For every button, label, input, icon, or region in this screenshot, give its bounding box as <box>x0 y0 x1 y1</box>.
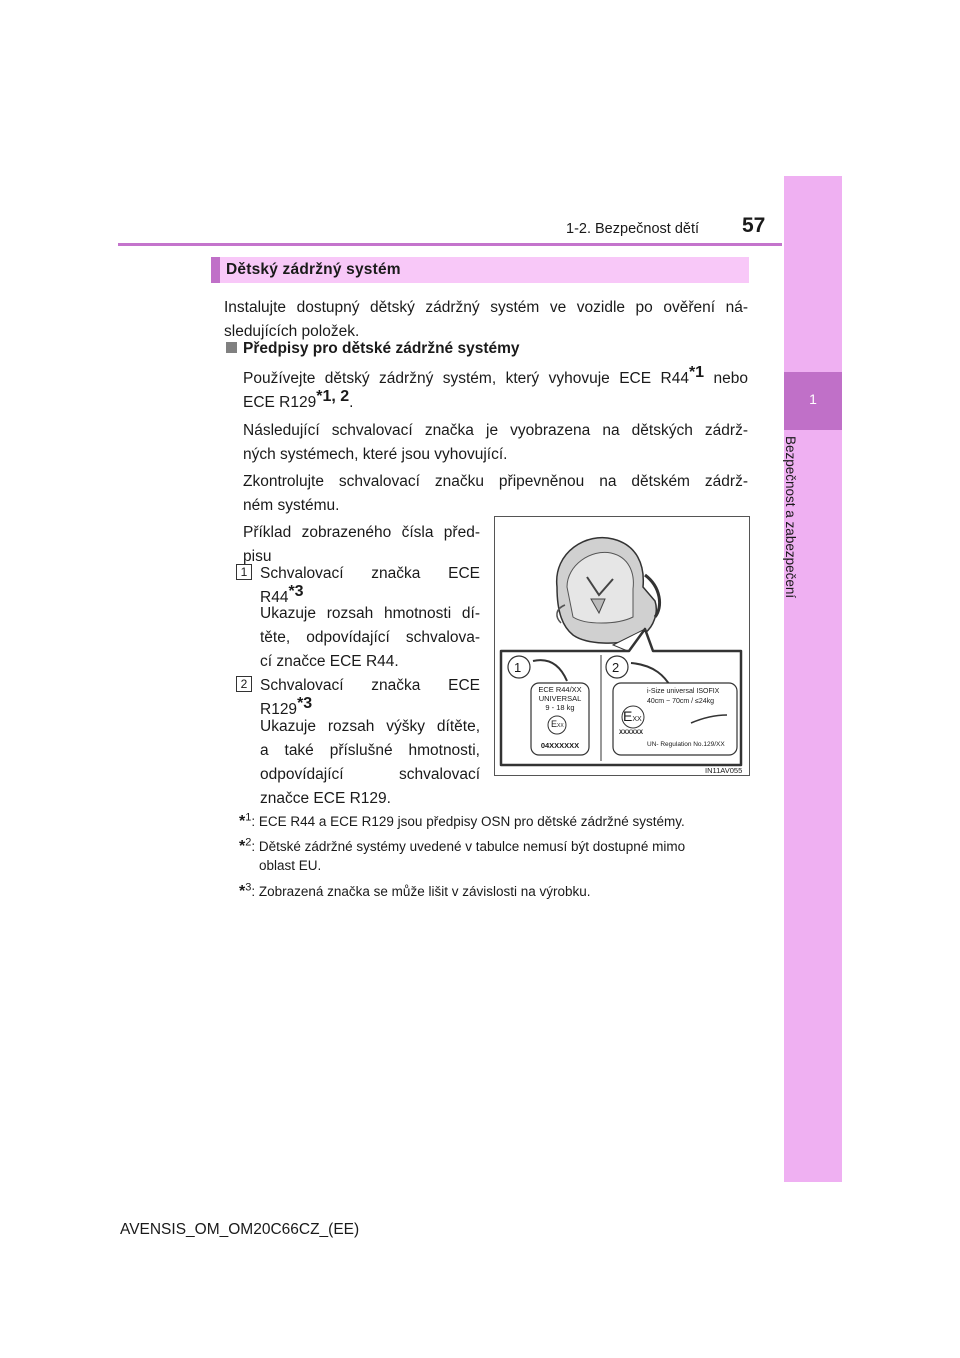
item-2-badge: 2 <box>236 676 252 692</box>
page-number: 57 <box>742 214 766 237</box>
footnote-2 <box>239 837 749 856</box>
footnote-1 <box>239 812 685 831</box>
label1-line1: ECE R44/XX <box>538 685 582 694</box>
para1-text-a: Používejte dětský zádržný systém, který vyhovuje ECE R44 <box>243 370 689 387</box>
example-line1: Příklad zobrazeného čísla před- <box>243 524 480 541</box>
item-2-desc-line3: odpovídající schvalovací <box>260 766 480 783</box>
footnote-3-star: * <box>239 883 246 900</box>
label2-line1: i-Size universal ISOFIX <box>647 688 720 695</box>
figure-code: IN11AV055 <box>705 766 743 775</box>
item-1-title-text: R44 <box>260 589 289 606</box>
para2-line1: Následující schvalovací značka je vyobrazena na dětských zádrž- <box>243 422 748 439</box>
item-2-title-line1: Schvalovací značka ECE <box>260 677 480 694</box>
item-1-badge: 1 <box>236 564 252 580</box>
para3-line2: ném systému. <box>243 497 340 514</box>
side-tab-label-text: Bezpečnost a zabezpečení <box>783 436 798 599</box>
footnote-2-line2: oblast EU. <box>259 858 322 873</box>
item-1-footnote-ref: *3 <box>288 582 304 600</box>
label1-e-sub: XX <box>557 723 564 729</box>
label2-line2: 40cm − 70cm / ≤24kg <box>647 698 715 705</box>
item-2-desc-line2: a také příslušné hmotnosti, <box>260 742 480 759</box>
item-1-desc-line3: cí značce ECE R44. <box>260 653 399 670</box>
footnote-1-num: 1 <box>245 811 252 824</box>
label2-e-sub: XX <box>632 716 642 723</box>
item-1-desc-line2: těte, odpovídající schvalova- <box>260 629 480 646</box>
label2-e-mark <box>623 708 642 724</box>
label1-code: 04XXXXXX <box>540 741 580 750</box>
footer-doc-code: AVENSIS_OM_OM20C66CZ_(EE) <box>120 1221 360 1238</box>
label2-regulation: UN- Regulation No.129/XX <box>647 741 725 748</box>
footnote-1-star: * <box>239 813 246 830</box>
item-2-title-text: R129 <box>260 701 298 718</box>
example-line2: pisu <box>243 548 272 565</box>
para3-line1: Zkontrolujte schvalovací značku připevněnou na dětském zádrž- <box>243 473 748 490</box>
footnote-1-text: : ECE R44 a ECE R129 jsou předpisy OSN pro dětské zádržné systémy. <box>251 814 685 829</box>
subheading: Předpisy pro dětské zádržné systémy <box>243 340 520 357</box>
footnote-2-num: 2 <box>245 836 252 849</box>
side-tab <box>784 176 842 1182</box>
label1-line3: 9 - 18 kg <box>545 703 575 712</box>
item-2-desc-line1: Ukazuje rozsah výšky dítěte, <box>260 718 480 735</box>
item-2-footnote-ref: *3 <box>297 694 313 712</box>
para1-text-b: nebo <box>704 370 748 387</box>
section-heading: Dětský zádržný systém <box>226 261 401 278</box>
para1-footnote-ref-1: *1 <box>688 363 705 381</box>
figure-callout-2: 2 <box>612 660 620 675</box>
item-2-desc-line4: značce ECE R129. <box>260 790 391 807</box>
label1-e-letter: E <box>551 719 558 729</box>
footnote-3-num: 3 <box>245 881 252 894</box>
footnote-3-text: : Zobrazená značka se může lišit v závislosti na výrobku. <box>251 884 591 899</box>
bullet-square-icon <box>226 342 237 353</box>
label2-e-letter: E <box>623 708 633 724</box>
item-1-desc-line1: Ukazuje rozsah hmotnosti dí- <box>260 605 480 622</box>
label1-line2: UNIVERSAL <box>538 694 582 703</box>
side-tab-number: 1 <box>809 391 817 407</box>
para1-footnote-ref-2: *1, 2 <box>316 387 350 405</box>
section-title: 1-2. Bezpečnost dětí <box>566 221 699 237</box>
label1-e-mark <box>551 719 564 729</box>
para1-line2 <box>243 387 354 415</box>
footnote-2-text-line1: : Dětské zádržné systémy uvedené v tabulce nemusí být dostupné mimo <box>251 839 686 854</box>
footnote-3 <box>239 882 591 901</box>
para2-line2: ných systémech, které jsou vyhovující. <box>243 446 508 463</box>
side-tab-label <box>783 436 818 636</box>
intro-line-1: Instalujte dostupný dětský zádržný systém ve vozidle po ověření ná- <box>224 299 748 316</box>
figure-label2-text <box>647 687 719 707</box>
para1-text-d: . <box>349 394 354 411</box>
footnote-2-star: * <box>239 838 246 855</box>
header-rule <box>118 243 782 246</box>
label2-code: XXXXXX <box>619 730 644 736</box>
item-1-title-line1: Schvalovací značka ECE <box>260 565 480 582</box>
figure-callout-1: 1 <box>514 660 522 675</box>
para1-text-c: ECE R129 <box>243 394 317 411</box>
child-seat-illustration <box>495 517 749 775</box>
figure-label1-text <box>533 685 587 712</box>
figure-child-seat <box>494 516 750 776</box>
intro-line-2: sledujících položek. <box>224 323 360 340</box>
